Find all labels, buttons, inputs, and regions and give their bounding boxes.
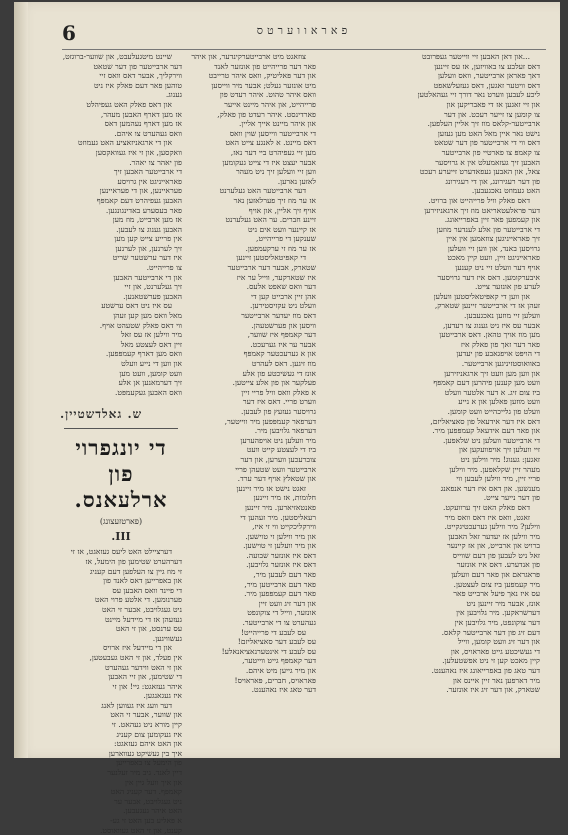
text-line: פעלקער און פון אלע צייטען. [232, 378, 316, 388]
author-signature: ש. גאלדשטיין. [60, 407, 143, 422]
text-line: פאר דעם קעמפּפען מיר. [244, 589, 316, 599]
text-line: רעאליסטען. מיר זעהען די [240, 512, 316, 522]
text-line: די ארבייטער וועלען ניט שלאפען. [443, 435, 540, 445]
chapter-numeral: III. [111, 530, 131, 544]
text-line: אהן זיין ארבייט קען די [250, 291, 316, 301]
text-line: איבערקומען. דאס איז דער גרויסער [437, 272, 540, 282]
text-line: און דאס פאלק האט געפיהלט [86, 99, 172, 109]
text-line: עס ערנסט, און זי האט [115, 624, 182, 634]
page-number: 6 [62, 21, 76, 45]
text-line: פאראייניגט אין גרויסע [117, 176, 182, 186]
text-line: צו קאמפּ צו פארטיי פון ארבייטער [441, 147, 540, 157]
text-line: זיינע חברים. ער האט געלערנט [225, 215, 316, 225]
text-line: זיך געלערנט, און זיי [124, 282, 182, 292]
text-line: איך בין געשיקט געווארען [108, 748, 182, 758]
text-line: דערהערט שטימען פון הימעל, אז [85, 556, 182, 566]
text-line: מענשען. און דאס איז דער אנפאנג [440, 483, 540, 493]
text-line: וואס געהערט צו איהם. [114, 128, 182, 138]
text-line: דער קאמפּף גייט ווייטער, [242, 656, 316, 666]
text-line: און איך וועל גיין אין [124, 777, 182, 787]
text-line: דאס איז אונזער גלויבען. [246, 560, 316, 570]
text-line: איז שטארקער, ווייל ער איז [236, 272, 316, 282]
text-line: ליכע לעבען ווערט נאר דורך זיי געהאלטען [417, 90, 540, 100]
text-line: דערציילט האט ליעס געזאגט, אז זי [70, 547, 172, 557]
text-column-middle [184, 52, 316, 695]
text-line: זיך דערמאנען אן אלע [118, 378, 182, 388]
text-line: מעהר זיין שקלאפען. מיר ווילען [449, 464, 540, 474]
text-line: און מיר וועלען זי טוישען. [243, 541, 316, 551]
text-line: ניט געגלויבט, אבער זי האט [101, 604, 182, 614]
text-line: די שטימען, און זיי האבען [108, 672, 182, 682]
text-line: קיין מאכט קען זי ניט אפשטעלען. [442, 656, 540, 666]
text-line: דערפאר גלויבען מיר. [254, 426, 316, 436]
section-divider [64, 428, 178, 429]
text-line: דאס פאלק האט זיך ערוועקט. [443, 502, 530, 512]
text-line: אז מען דארף נעהמען דאס [104, 119, 182, 129]
text-line: דערשראקען. מיר גלויבען אין [456, 608, 540, 618]
text-line: שטארק, און דער זיג איז אונזער. [446, 685, 540, 695]
text-line: דאס וויטער זאגען, דאס געזעלשאפט [433, 80, 540, 90]
text-line: די קאפּיטאליסטען זיינען [236, 253, 306, 263]
text-line: מען זיי געפיהרט ביי דער נאז, [230, 147, 316, 157]
text-line: און זיי זאגען אז די פאבריקען און [446, 99, 540, 109]
text-line: פארדינסט. איהר רעדט פון פאלק, [217, 109, 316, 119]
text-line: זאגען: גענוג! מיר ווילען ניט [460, 454, 540, 464]
text-line: שענקען די פרייהייט, [256, 234, 316, 244]
text-line: און באפרייען דאס לאנד פון [103, 576, 182, 586]
text-line: דאס איז אונזער שבועה. [246, 550, 316, 560]
text-line: פערנומען. די אלטע פרוי האט [94, 595, 182, 605]
text-line: באוואוסטזיניגען ארבייטער. [461, 359, 540, 368]
text-line: פאנטאזיארען. מיר זיינען [244, 502, 316, 512]
text-line: דער וועג איז געווען לאנג [101, 700, 172, 710]
text-line: וועט מען קענען פיהרען דעם קאמפּף [433, 378, 540, 388]
text-line: זעהן אז די ארבייטער זיינען שטארק, [434, 301, 540, 311]
text-line: עס איז נאך פיעל ארבייט פאר [453, 589, 540, 599]
text-line: קיין מורא ניט געהאט. זי [111, 720, 182, 730]
text-line: זאל ניט לעבען פון דעם שווייס [452, 550, 540, 560]
text-line: מאל וואס מען קען זעהן [113, 311, 182, 321]
page-header [62, 19, 546, 50]
text-line: ווירקליכקייט ווי זי איז, [252, 522, 316, 532]
text-line: מיר ווילען אז יעדער זאל האבען [448, 531, 540, 541]
text-line: מיר וועלען ניט אויפהערען [240, 435, 316, 445]
text-line: א פּאליע בען האט זי גע- [110, 816, 182, 825]
text-line: לערע פון אונזער צייט. [474, 282, 540, 292]
text-line: לאזען נארען. [277, 176, 316, 186]
text-line: געזעהן אז די מיידעל מיינט [104, 614, 182, 624]
text-line: ביז די לעצטע קייט וועט [246, 445, 316, 455]
text-line: די ארבייטער ווייסען שוין וואס [229, 128, 316, 138]
text-line: גרויסער געזעץ פון לעבען. [241, 406, 316, 416]
text-line: עס לעבע די אינטערנאציאנאלע! [221, 646, 316, 656]
text-line: האבען געפיהרט דעם קאמפּף [96, 195, 182, 205]
text-line: מען מוז אויך טהאן. דאס ארבייטען [439, 330, 540, 340]
text-line: פּאראויס, חברים, פּאראויס! [234, 675, 316, 685]
text-line: דער ארבייטער פון דער שטאט [93, 61, 182, 71]
text-line: אויף דער וועלט זיי ניט קענען [455, 263, 540, 273]
text-line: דער ארבייטער האט געלערנט [219, 186, 306, 196]
text-line: ארבייטער וועט שטעהן פריי [235, 464, 316, 474]
column-text [322, 52, 540, 695]
text-line: זיך לערנען, און לערנען [115, 243, 182, 253]
text-line: גענוג. [165, 90, 182, 100]
text-line: טוהען פאר דעם פאלק איז ניט [93, 80, 182, 90]
text-line: ניט געגלויבט, אבער ער [113, 796, 182, 806]
newspaper-page [14, 2, 560, 835]
text-line: וויסען און פערשטעהן. [251, 320, 316, 330]
story-title-line-1: די יונגפרוי [75, 435, 167, 461]
text-line: האט איהר געגעבען. [123, 806, 182, 816]
text-line: נישט נאר איין מאל האט מען געזען [437, 128, 540, 138]
text-line: מיט אונזער געלט; אבער מיר ווייסען [211, 80, 316, 90]
text-column-left [60, 52, 182, 835]
text-line: געהערט צו די ארבייטער. [242, 618, 316, 628]
text-line: חלומות, אז מיר זיינען [253, 493, 316, 503]
text-line: און דער זיג וועט זיין [258, 598, 316, 608]
text-line: דער קאמפּף איז שווער, [247, 330, 316, 340]
story-title [60, 435, 182, 513]
text-line: פעראיינען, און די פעראיינען [99, 186, 182, 196]
text-line: זאגט נישט אז מיר זיינען [236, 483, 306, 493]
text-line: דער צוקונפט, מיר גלויבען אין [454, 618, 540, 628]
text-line: דאס איז דער אידעאל פון סאציאליזם, [430, 416, 540, 426]
text-line: און מיר גייען מיט איהם. [245, 666, 316, 675]
text-line: אז ער מוז זיך פערלאזען נאר [233, 195, 316, 205]
text-line: מוז זיגען. דאס לעהרט [251, 359, 316, 368]
text-line: דעם זיג פון דער ארבייטער קלאס. [441, 627, 540, 637]
text-line: וועט קומען, וועט מען [119, 368, 182, 378]
text-line: פאר בעסערע באדינגונגען. [105, 205, 182, 215]
text-line: און מיר ווילען זי טוישען. [245, 531, 316, 541]
text-line: עס איז ניט דאס ערשטע [101, 301, 172, 311]
text-line: אז מען דארף האבען מעהר, [100, 109, 182, 119]
text-line: וועלט ניט עקזיסטירען. [250, 301, 316, 311]
text-line: שטארק, אבער דער ארבייטער [227, 263, 316, 273]
text-line: א פאלק וואס וויל פריי זיין [241, 387, 316, 397]
text-line: און ווען מען וועט זיך ארגאניזירען [444, 368, 540, 378]
text-line: פאר דער זאך פון פאלק איז [460, 339, 540, 349]
text-line: וועלט פון גלייכהייט וועט קומען. [447, 406, 540, 416]
text-line: דער פּראלעטאריאט מוז זיך ארגאניזירען [424, 205, 540, 215]
text-line: און זי האט ווידער געהערט [104, 662, 182, 672]
text-line: און שטאלץ אויף דער ערד. [237, 474, 316, 484]
text-line: צאל, און האבען געפאדערט זייערע רעכט [419, 167, 540, 177]
text-line: ארבייטער-קלאס מוז זיך אליין העלפען. [427, 119, 540, 129]
text-line: פאר דעם ארבייטען מיר, [244, 579, 316, 589]
text-line: ווערט פריי. דאס איז דער [242, 397, 316, 407]
text-line: און די ארבייטער האבען [113, 272, 182, 282]
text-line: אין פעלד, און זי האט געבעטען, [89, 652, 182, 662]
text-line: צו קומען צו זייער רעכט. און דער [443, 109, 540, 119]
text-line: און דער זיג וועט קומען, ווייל [457, 637, 540, 647]
text-line: צוברעכען ווערען, און דער [240, 454, 316, 464]
text-line: און האט איהם געזאגט: [114, 739, 182, 749]
text-line: פרייהייט, און איהר מיינט אייער [224, 99, 316, 109]
text-line: גרויסען באנד, און ווען זיי וועלען [447, 243, 540, 253]
text-line: די געשיכטע גייט פאראויס, און [450, 646, 540, 656]
text-line: און ווען די קאפּיטאליסטען וועלען [433, 291, 530, 301]
text-line: אז מען ארבייט, מוז מען [112, 215, 182, 225]
text-line: געשוויגען. [152, 633, 182, 643]
column-text [184, 52, 316, 695]
text-line: אבער יעצט איז די צייט געקומען [222, 157, 316, 167]
text-line: אז קיינער וועט אים ניט [248, 224, 316, 234]
text-line: מיר דארפען נאר זיין איינס און [453, 675, 540, 685]
text-line: אין פרייע צייט קען מען [114, 234, 182, 244]
text-line: דער טאג איז נאהענט. [251, 685, 316, 695]
text-line: עס לעבע די פרייהייט! [241, 627, 306, 637]
text-line: די ארבייטער פון אלע לענדער מוזען [436, 224, 540, 234]
text-line: און איהר מיינט אייך אליין. [239, 119, 316, 129]
text-line: מיר ווילען אז עס זאל [120, 330, 182, 340]
text-line: שיינט מיטגעלעבט, און שווער-ברוגזט, [62, 52, 172, 61]
text-line: וואס איהר טהוט. איהר רעדט פון [219, 90, 316, 100]
text-line: אונזער, ווייל די צוקונפט [247, 608, 316, 618]
text-line: און דער פּאליטיק, וואס איהר טרייבט [208, 71, 316, 81]
story-title-line-2: פון ארלעאנס. [74, 461, 168, 513]
text-line: און די מיידעל איז ארויס [103, 643, 172, 653]
text-line: ברויט און ארבייט, און אז קיינער [447, 541, 540, 551]
text-line: אבער עס איז ניט גענוג צו רעדען, [442, 320, 540, 330]
text-line: און פאר דעם אידעאל קעמפּפען מיר. [432, 426, 540, 436]
text-column-right [322, 52, 540, 695]
text-line: פון הימעל צו באפרייען [116, 758, 182, 768]
column-text [60, 547, 182, 835]
text-line: און ווען די נייע וועלט [121, 359, 182, 368]
text-line: האבען פערשטאנען. [123, 291, 182, 301]
text-line: פאר דער פרייהייט פון אונזער לאנד [214, 61, 316, 71]
text-line: דאס זעלבע צו באוויזען, אז עס זיינען [434, 61, 540, 71]
text-line: דער וואס שאפט אלעס. [246, 282, 316, 292]
text-line: זיין דאס לעצטע מאל [120, 339, 182, 349]
text-line: וואס מען דארף קעמפּפען. [105, 349, 182, 359]
text-line: קאמפּף. דער קעניג האט [110, 787, 182, 797]
text-line: וואס האבען געקעמפּט. [114, 387, 182, 397]
text-line: דאס מיינט. א לאנגע צייט האט [225, 138, 316, 148]
text-line: עס לעבע דער סאציאליזם! [237, 637, 316, 647]
text-line: ווי דאס פאלק שטעהט אויף. [99, 320, 182, 330]
text-line: ווען זיי וועלען זיך ניט מעהר [235, 167, 316, 177]
text-line: דער טאג פון באפרייאונג איז נאהענט. [431, 666, 540, 675]
text-line: קענט, און זי האט געוואוסט. [99, 825, 182, 835]
text-line: דערפאר קעמפּפען מיר ווייטער, [224, 416, 316, 426]
text-line: איז געגאנגען. [143, 691, 182, 701]
story-subtitle: (פארטזעצונג) [99, 517, 143, 527]
text-line: צו פרייהייט. [146, 263, 182, 273]
text-line: פּראגראם און פאר דעם וועלען [451, 570, 540, 580]
text-line: די פיינד וואס האבען עס [112, 585, 182, 595]
text-line: מיר קעמפען ביז צום לעצטען. [453, 579, 540, 589]
text-line: די הויפּט אויפגאבע פון יעדען [456, 349, 540, 359]
text-line: איז דער ערשטער שריט [112, 253, 182, 263]
text-line: פון אנדערע. דאס איז אונזער [456, 560, 540, 570]
text-line: און קעמפען פאר זיין באפרייאונג. [444, 215, 540, 225]
text-line: פון דער נייער צייט. [483, 493, 540, 503]
text-line: אז ער מוז זי ערקעמפען. [245, 243, 316, 253]
text-line: פריי זיין, מיר ווילען לעבען ווי [456, 474, 540, 484]
text-line: און שווער, אבער זי האט [110, 710, 182, 720]
text-line: ווילען? מיר ווילען גערעכטיגקייט. [444, 522, 540, 532]
text-line: וועלען זיי מוזען נאכגעבען. [464, 311, 540, 321]
text-line: זי מוז גיין צו העלפען דעם קעניג [90, 566, 182, 576]
text-line: אויף זיך אליין, און אויף [248, 205, 316, 215]
text-line: דיין לאנד. גיב מיר זעלנער [107, 768, 182, 778]
text-line: זיי וועלען זיך אויפוועקען און [459, 445, 540, 455]
text-line: ...און דאן האבען זיי ווייטער געפּרובט [422, 52, 530, 61]
text-line: איז געקומען צום קעניג [116, 729, 182, 739]
text-line: אונז, אבער מיר זיינען ניט [466, 598, 540, 608]
text-line: דאס מוז יעדער ארבייטער [241, 311, 316, 321]
text-line: די ארבייטער האבען זיך [113, 167, 182, 177]
text-line: פאר דעם לעבען מיר, [253, 570, 316, 580]
text-line: האט געמוזט נאכגעבען. [471, 186, 540, 196]
text-line: דאס פאלק וויל פרייהייט און ברויט. [428, 195, 530, 205]
text-line: זיך פאראייניגען צוזאמען אין איין [446, 234, 540, 244]
text-line: האבען גענוג צו לעבען. [116, 224, 182, 234]
text-line: צוזאגט מיט ארבייטערקינדער, און איהר [191, 52, 306, 61]
text-line: דאך פאראן ארבייטער, וואס וועלען [437, 71, 540, 81]
text-line: פאראייניגט זיין, וועט קיין מאכט [447, 253, 540, 263]
text-line: ווירקליך, אבער דאס וואס זיי [99, 71, 182, 81]
text-line: פון יאהר צו יאהר. [129, 157, 182, 167]
text-line: וואקסען, און זי איז געוואקסען [95, 147, 182, 157]
text-line: אונז די געשיכטע פון אלע [242, 368, 316, 378]
text-line: ביז צום זיג. א דער אלטער וועלט [444, 387, 540, 397]
text-line: און די ארגאניזאציע האט געמוזט [78, 138, 172, 148]
text-line: און א גערעכטער קאמפּף [243, 349, 316, 359]
running-title: פאראווערטס [256, 24, 352, 37]
text-line: וועט מוזען פאלען און א נייע [458, 397, 540, 407]
text-line: דאס ווי די ארבייטער פון דער שטאט [434, 138, 540, 148]
text-line: פון דער רעגירונג, און די רעגירונג [445, 176, 540, 186]
text-line: האבען זיך געזאמעלט אין א גרויסער [435, 157, 540, 167]
text-line: אבער ער איז גערעכט. [250, 339, 316, 349]
text-line: איהר געזאגט: גיי! און זי [112, 681, 182, 691]
column-text [60, 52, 182, 397]
text-line: זאגט, וואס איז דאס וואס מיר [444, 512, 530, 522]
